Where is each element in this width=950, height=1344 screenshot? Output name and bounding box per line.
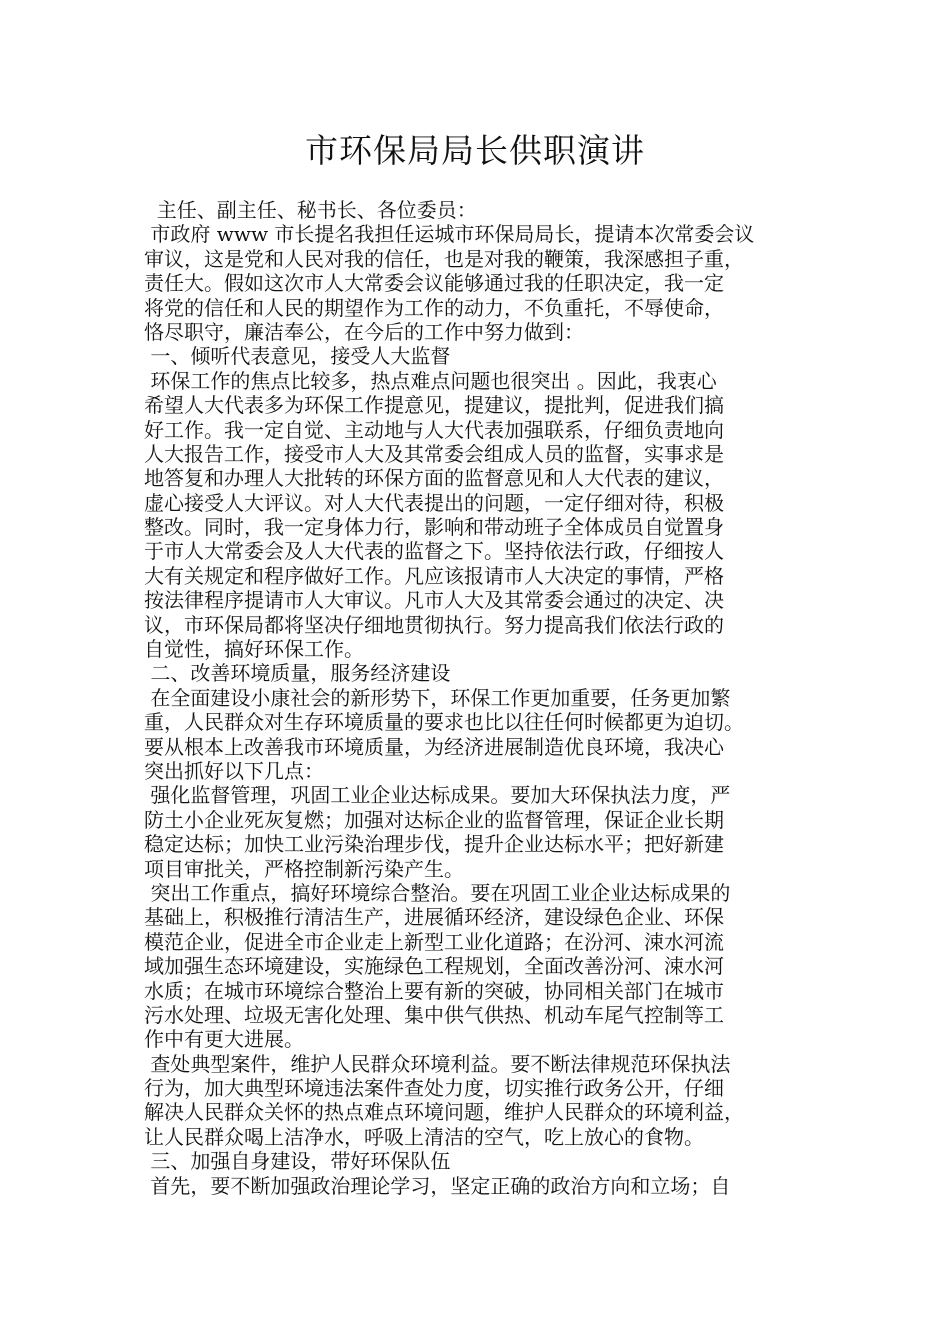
text-line: 防土小企业死灰复燃；加强对达标企业的监督管理，保证企业长期 (144, 807, 724, 832)
text-line: 突出抓好以下几点： (144, 758, 324, 783)
text-line: 要从根本上改善我市环境质量，为经济进展制造优良环境，我决心 (144, 734, 724, 759)
text-line: 突出工作重点，搞好环境综合整治。要在巩固工业企业达标成果的 (144, 880, 731, 905)
text-line: 作中有更大进展。 (144, 1027, 304, 1052)
text-line: 域加强生态环境建设，实施绿色工程规划，全面改善汾河、涑水河 (144, 954, 724, 979)
text-line: 责任大。假如这次市人大常委会议能够通过我的任职决定，我一定 (144, 271, 724, 296)
text-line: 稳定达标；加快工业污染治理步伐，提升企业达标水平；把好新建 (144, 832, 724, 857)
text-line: 自觉性，搞好环保工作。 (144, 637, 364, 662)
text-line: 大有关规定和程序做好工作。凡应该报请市人大决定的事情，严格 (144, 563, 724, 588)
text-line: 解决人民群众关怀的热点难点环境问题，维护人民群众的环境利益， (144, 1100, 744, 1125)
text-line: 于市人大常委会及人大代表的监督之下。坚持依法行政，仔细按人 (144, 539, 724, 564)
text-line: 首先，要不断加强政治理论学习，坚定正确的政治方向和立场；自 (144, 1173, 731, 1198)
text-line: 按法律程序提请市人大审议。凡市人大及其常委会通过的决定、决 (144, 588, 724, 613)
document-body (144, 198, 834, 1198)
document-title: 市环保局局长供职演讲 (305, 131, 645, 170)
text-line: 查处典型案件，维护人民群众环境利益。要不断法律规范环保执法 (144, 1051, 731, 1076)
text-line: 强化监督管理，巩固工业企业达标成果。要加大环保执法力度，严 (144, 783, 731, 808)
text-line: 一、倾听代表意见，接受人大监督 (144, 344, 451, 369)
text-line: 重，人民群众对生存环境质量的要求也比以往任何时候都更为迫切。 (144, 710, 744, 735)
text-line: 污水处理、垃圾无害化处理、集中供气供热、机动车尾气控制等工 (144, 1002, 724, 1027)
text-line: 恪尽职守，廉洁奉公，在今后的工作中努力做到： (144, 319, 584, 344)
text-line: 二、改善环境质量，服务经济建设 (144, 661, 451, 686)
text-line: 行为，加大典型环境违法案件查处力度，切实推行政务公开，仔细 (144, 1076, 724, 1101)
text-line: 让人民群众喝上洁净水，呼吸上清洁的空气，吃上放心的食物。 (144, 1124, 704, 1149)
text-line: 审议，这是党和人民对我的信任，也是对我的鞭策，我深感担子重， (144, 246, 744, 271)
text-line: 议，市环保局都将坚决仔细地贯彻执行。努力提高我们依法行政的 (144, 612, 724, 637)
text-line: 市政府 www 市长提名我担任运城市环保局局长，提请本次常委会议 (144, 222, 755, 247)
text-line: 将党的信任和人民的期望作为工作的动力，不负重托，不辱使命， (144, 295, 724, 320)
text-line: 整改。同时，我一定身体力行，影响和带动班子全体成员自觉置身 (144, 515, 724, 540)
text-line: 项目审批关，严格控制新污染产生。 (144, 856, 464, 881)
text-line: 模范企业，促进全市企业走上新型工业化道路；在汾河、涑水河流 (144, 929, 724, 954)
text-line: 水质；在城市环境综合整治上要有新的突破，协同相关部门在城市 (144, 978, 724, 1003)
text-line: 三、加强自身建设，带好环保队伍 (144, 1149, 451, 1174)
text-line: 在全面建设小康社会的新形势下，环保工作更加重要，任务更加繁 (144, 685, 731, 710)
text-line: 地答复和办理人大批转的环保方面的监督意见和人大代表的建议， (144, 466, 724, 491)
text-line: 基础上，积极推行清洁生产，进展循环经济，建设绿色企业、环保 (144, 905, 724, 930)
text-line: 环保工作的焦点比较多，热点难点问题也很突出 。因此，我衷心 (144, 368, 717, 393)
text-line: 人大报告工作，接受市人大及其常委会组成人员的监督，实事求是 (144, 441, 724, 466)
text-line: 主任、副主任、秘书长、各位委员： (144, 198, 477, 222)
text-line: 希望人大代表多为环保工作提意见，提建议，提批判，促进我们搞 (144, 393, 724, 418)
text-line: 虚心接受人大评议。对人大代表提出的问题，一定仔细对待，积极 (144, 490, 724, 515)
text-line: 好工作。我一定自觉、主动地与人大代表加强联系，仔细负责地向 (144, 417, 724, 442)
